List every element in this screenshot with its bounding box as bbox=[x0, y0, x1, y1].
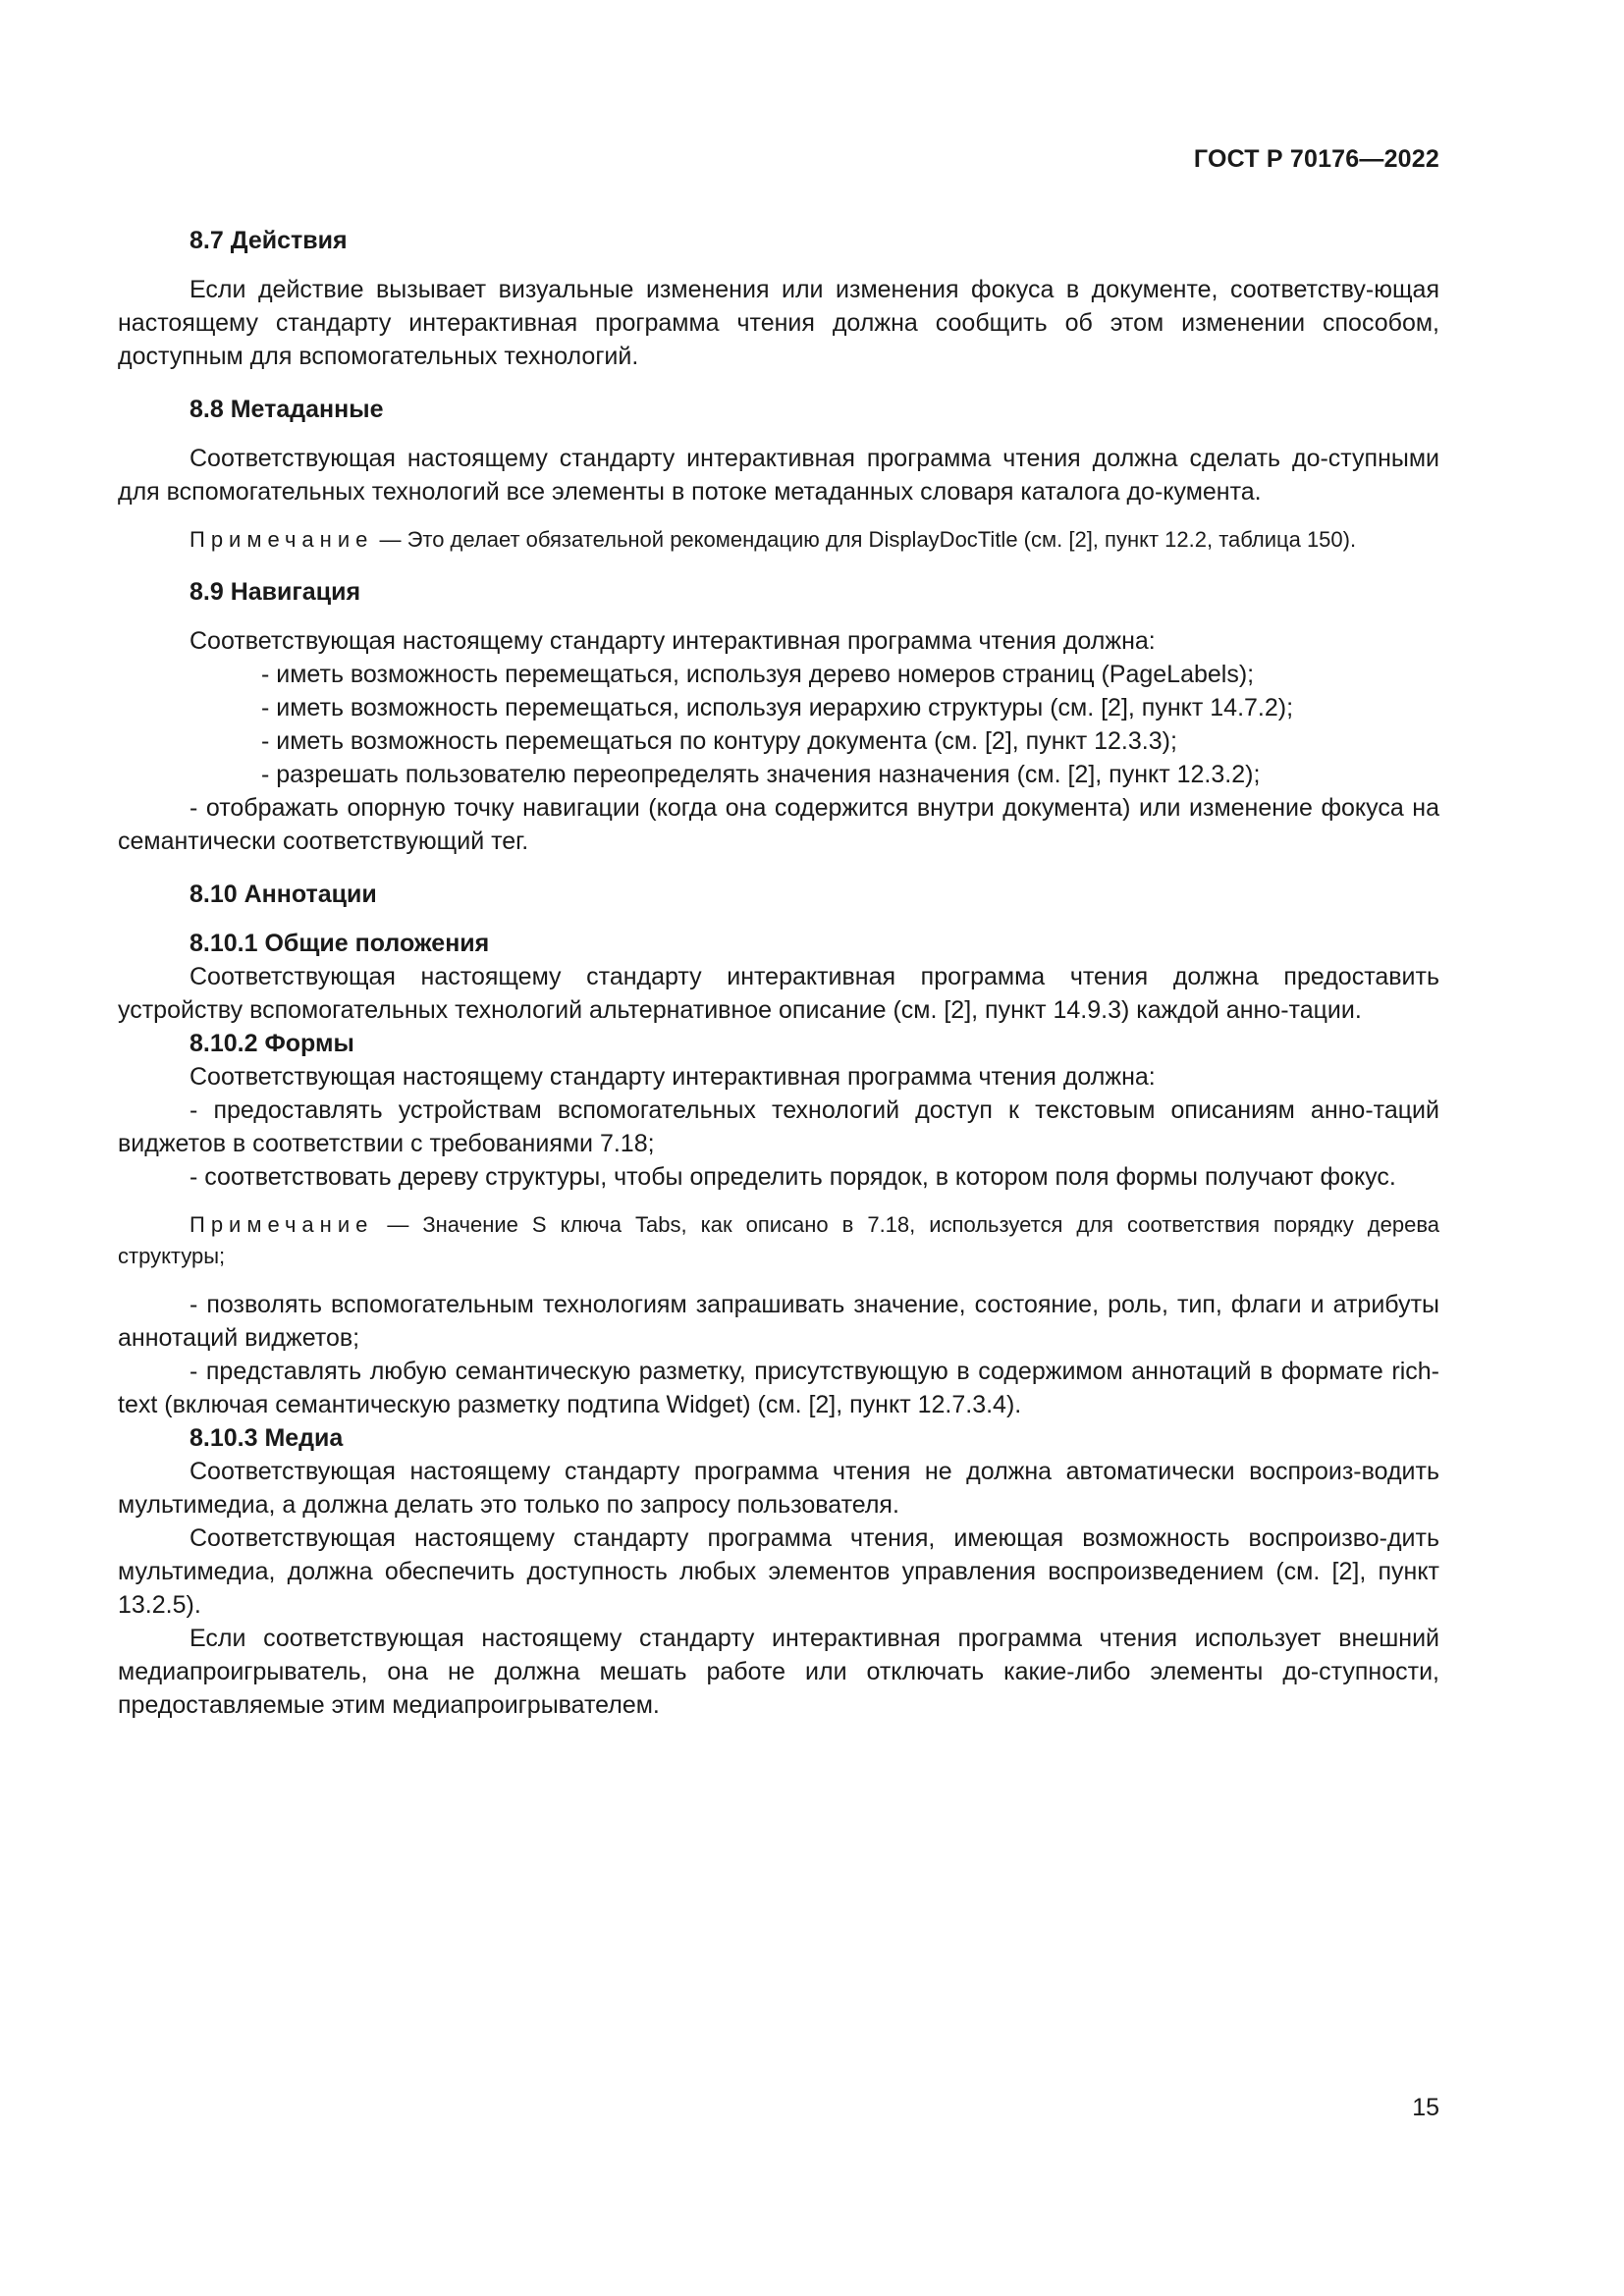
section-8-9-heading: 8.9 Навигация bbox=[189, 578, 361, 606]
document-body bbox=[118, 224, 1439, 1722]
section-8-10-1-heading: 8.10.1 Общие положения bbox=[189, 930, 490, 957]
section-8-10-2-heading: 8.10.2 Формы bbox=[189, 1030, 354, 1057]
section-8-10-3-paragraph: Соответствующая настоящему стандарту программа чтения, имеющая возможность воспроизво-дить мультимедиа, должна обеспечить доступность любых элементов управления воспроизведением (см. [2], пункт 13.2.5). bbox=[118, 1524, 1439, 1619]
document-code: ГОСТ Р 70176—2022 bbox=[1193, 145, 1439, 173]
list-item: - иметь возможность перемещаться, используя дерево номеров страниц (PageLabels); bbox=[261, 661, 1255, 688]
section-8-10-3-paragraph: Если соответствующая настоящему стандарту интерактивная программа чтения использует внешний медиапроигрыватель, она не должна мешать работе или отключать какие-либо элементы до-ступности, предоставляемые этим медиапроигрывателем. bbox=[118, 1625, 1439, 1719]
list-item: - иметь возможность перемещаться, используя иерархию структуры (см. [2], пункт 14.7.2); bbox=[261, 694, 1294, 721]
list-item: - иметь возможность перемещаться по контуру документа (см. [2], пункт 12.3.3); bbox=[261, 727, 1177, 755]
section-8-8-note bbox=[118, 524, 1439, 556]
section-8-8-paragraph: Соответствующая настоящему стандарту интерактивная программа чтения должна сделать до-ступными для вспомогательных технологий все элементы в потоке метаданных словаря каталога до-кумента. bbox=[118, 445, 1439, 506]
note-label: Примечание bbox=[189, 1212, 374, 1237]
section-8-10-2-intro: Соответствующая настоящему стандарту интерактивная программа чтения должна: bbox=[189, 1063, 1156, 1091]
section-8-10-1-paragraph: Соответствующая настоящему стандарту интерактивная программа чтения должна предоставить устройству вспомогательных технологий альтернативное описание (см. [2], пункт 14.9.3) каждой анно-тации. bbox=[118, 963, 1439, 1024]
section-8-7-heading: 8.7 Действия bbox=[189, 227, 348, 254]
list-item: - представлять любую семантическую разметку, присутствующую в содержимом аннотаций в формате rich-text (включая семантическую разметку подтипа Widget) (см. [2], пункт 12.7.3.4). bbox=[118, 1358, 1439, 1418]
section-8-7-paragraph: Если действие вызывает визуальные изменения или изменения фокуса в документе, соответству-ющая настоящему стандарту интерактивная программа чтения должна сообщить об этом изменении способом, доступным для вспомогательных технологий. bbox=[118, 276, 1439, 370]
section-8-10-3-paragraph: Соответствующая настоящему стандарту программа чтения не должна автоматически воспроиз-водить мультимедиа, а должна делать это только по запросу пользователя. bbox=[118, 1458, 1439, 1519]
list-item: - соответствовать дереву структуры, чтобы определить порядок, в котором поля формы получают фокус. bbox=[189, 1163, 1396, 1191]
note-text: — Это делает обязательной рекомендацию для DisplayDocTitle (см. [2], пункт 12.2, таблица 150). bbox=[373, 527, 1357, 552]
section-8-10-heading: 8.10 Аннотации bbox=[189, 881, 377, 908]
section-8-10-3-heading: 8.10.3 Медиа bbox=[189, 1424, 344, 1452]
section-8-9-intro: Соответствующая настоящему стандарту интерактивная программа чтения должна: bbox=[189, 627, 1156, 655]
section-8-10-2-note bbox=[118, 1209, 1439, 1272]
note-text: — Значение S ключа Tabs, как описано в 7.18, используется для соответствия порядку дерева структуры; bbox=[118, 1212, 1439, 1268]
list-item: - отображать опорную точку навигации (когда она содержится внутри документа) или изменение фокуса на семантически соответствующий тег. bbox=[118, 794, 1439, 855]
list-item: - предоставлять устройствам вспомогательных технологий доступ к текстовым описаниям анно-таций виджетов в соответствии с требованиями 7.18; bbox=[118, 1096, 1439, 1157]
section-8-8-heading: 8.8 Метаданные bbox=[189, 396, 384, 423]
page-number: 15 bbox=[1412, 2094, 1439, 2121]
list-item: - разрешать пользователю переопределять значения назначения (см. [2], пункт 12.3.2); bbox=[261, 761, 1261, 788]
note-label: Примечание bbox=[189, 527, 374, 552]
list-item: - позволять вспомогательным технологиям запрашивать значение, состояние, роль, тип, флаги и атрибуты аннотаций виджетов; bbox=[118, 1291, 1439, 1352]
